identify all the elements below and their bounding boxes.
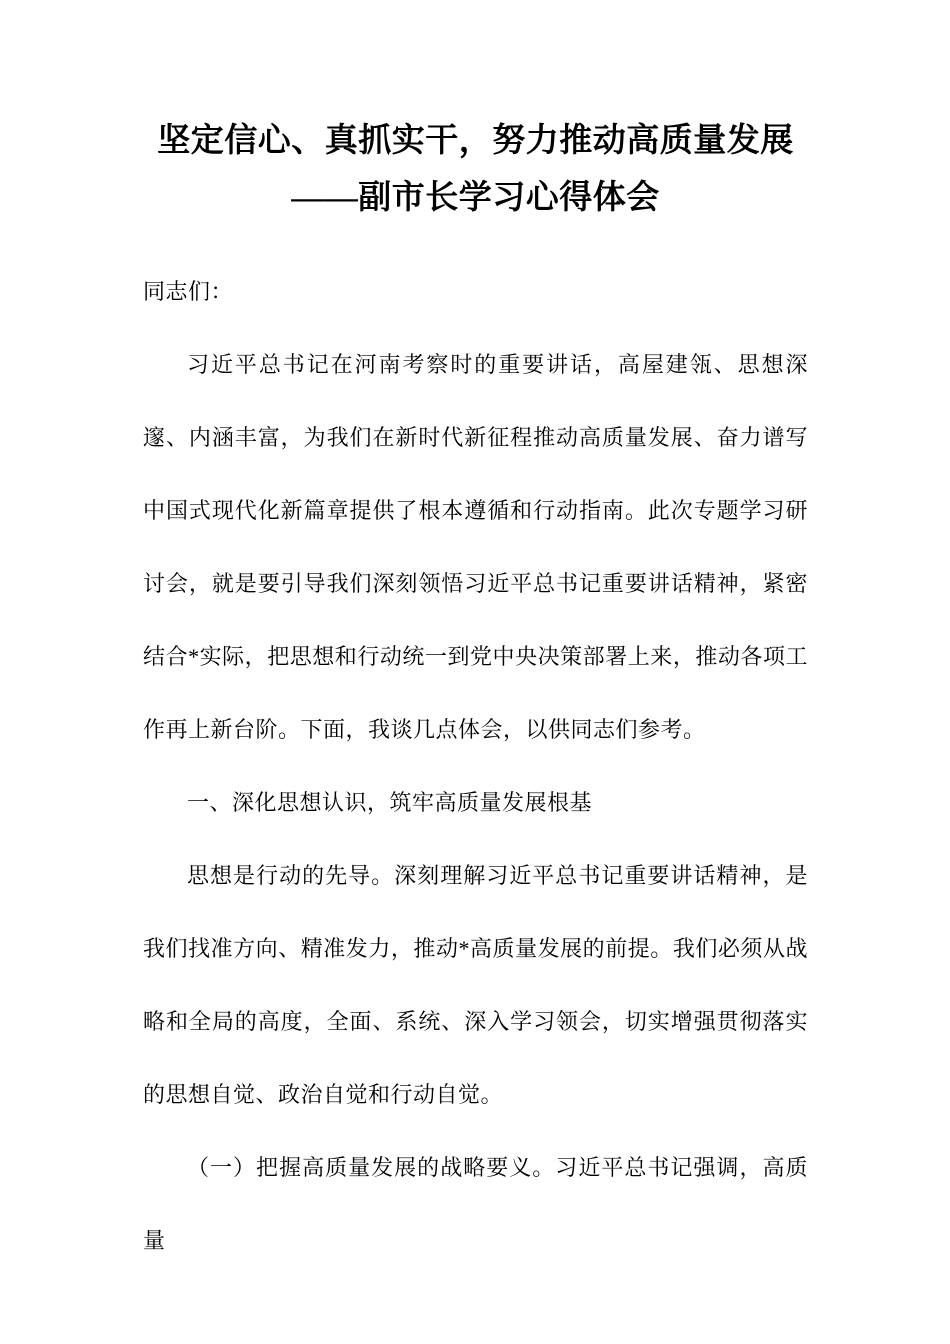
paragraph: 同志们： [143, 279, 234, 304]
paragraph: 思想是行动的先导。深刻理解习近平总书记重要讲话精神，是我们找准方向、精准发力，推动*高质量发展的前提。我们必须从战略和全局的高度，全面、系统、深入学习领会，切实增强贯彻落实的思想自觉、政治自觉和行动自觉。 [143, 863, 808, 1107]
paragraph: （一）把握高质量发展的战略要义。习近平总书记强调，高质量 [143, 1155, 808, 1253]
paragraph: 习近平总书记在河南考察时的重要讲话，高屋建瓴、思想深邃、内涵丰富，为我们在新时代新征程推动高质量发展、奋力谱写中国式现代化新篇章提供了根本遵循和行动指南。此次专题学习研讨会，就是要引导我们深刻领悟习近平总书记重要讲话精神，紧密结合*实际，把思想和行动统一到党中央决策部署上来，推动各项工作再上新台阶。下面，我谈几点体会，以供同志们参考。 [143, 352, 808, 742]
section-heading: 一、深化思想认识，筑牢高质量发展根基 [187, 790, 593, 815]
document-body [143, 255, 808, 1277]
document-title: 坚定信心、真抓实干，努力推动高质量发展——副市长学习心得体会 [157, 123, 794, 216]
